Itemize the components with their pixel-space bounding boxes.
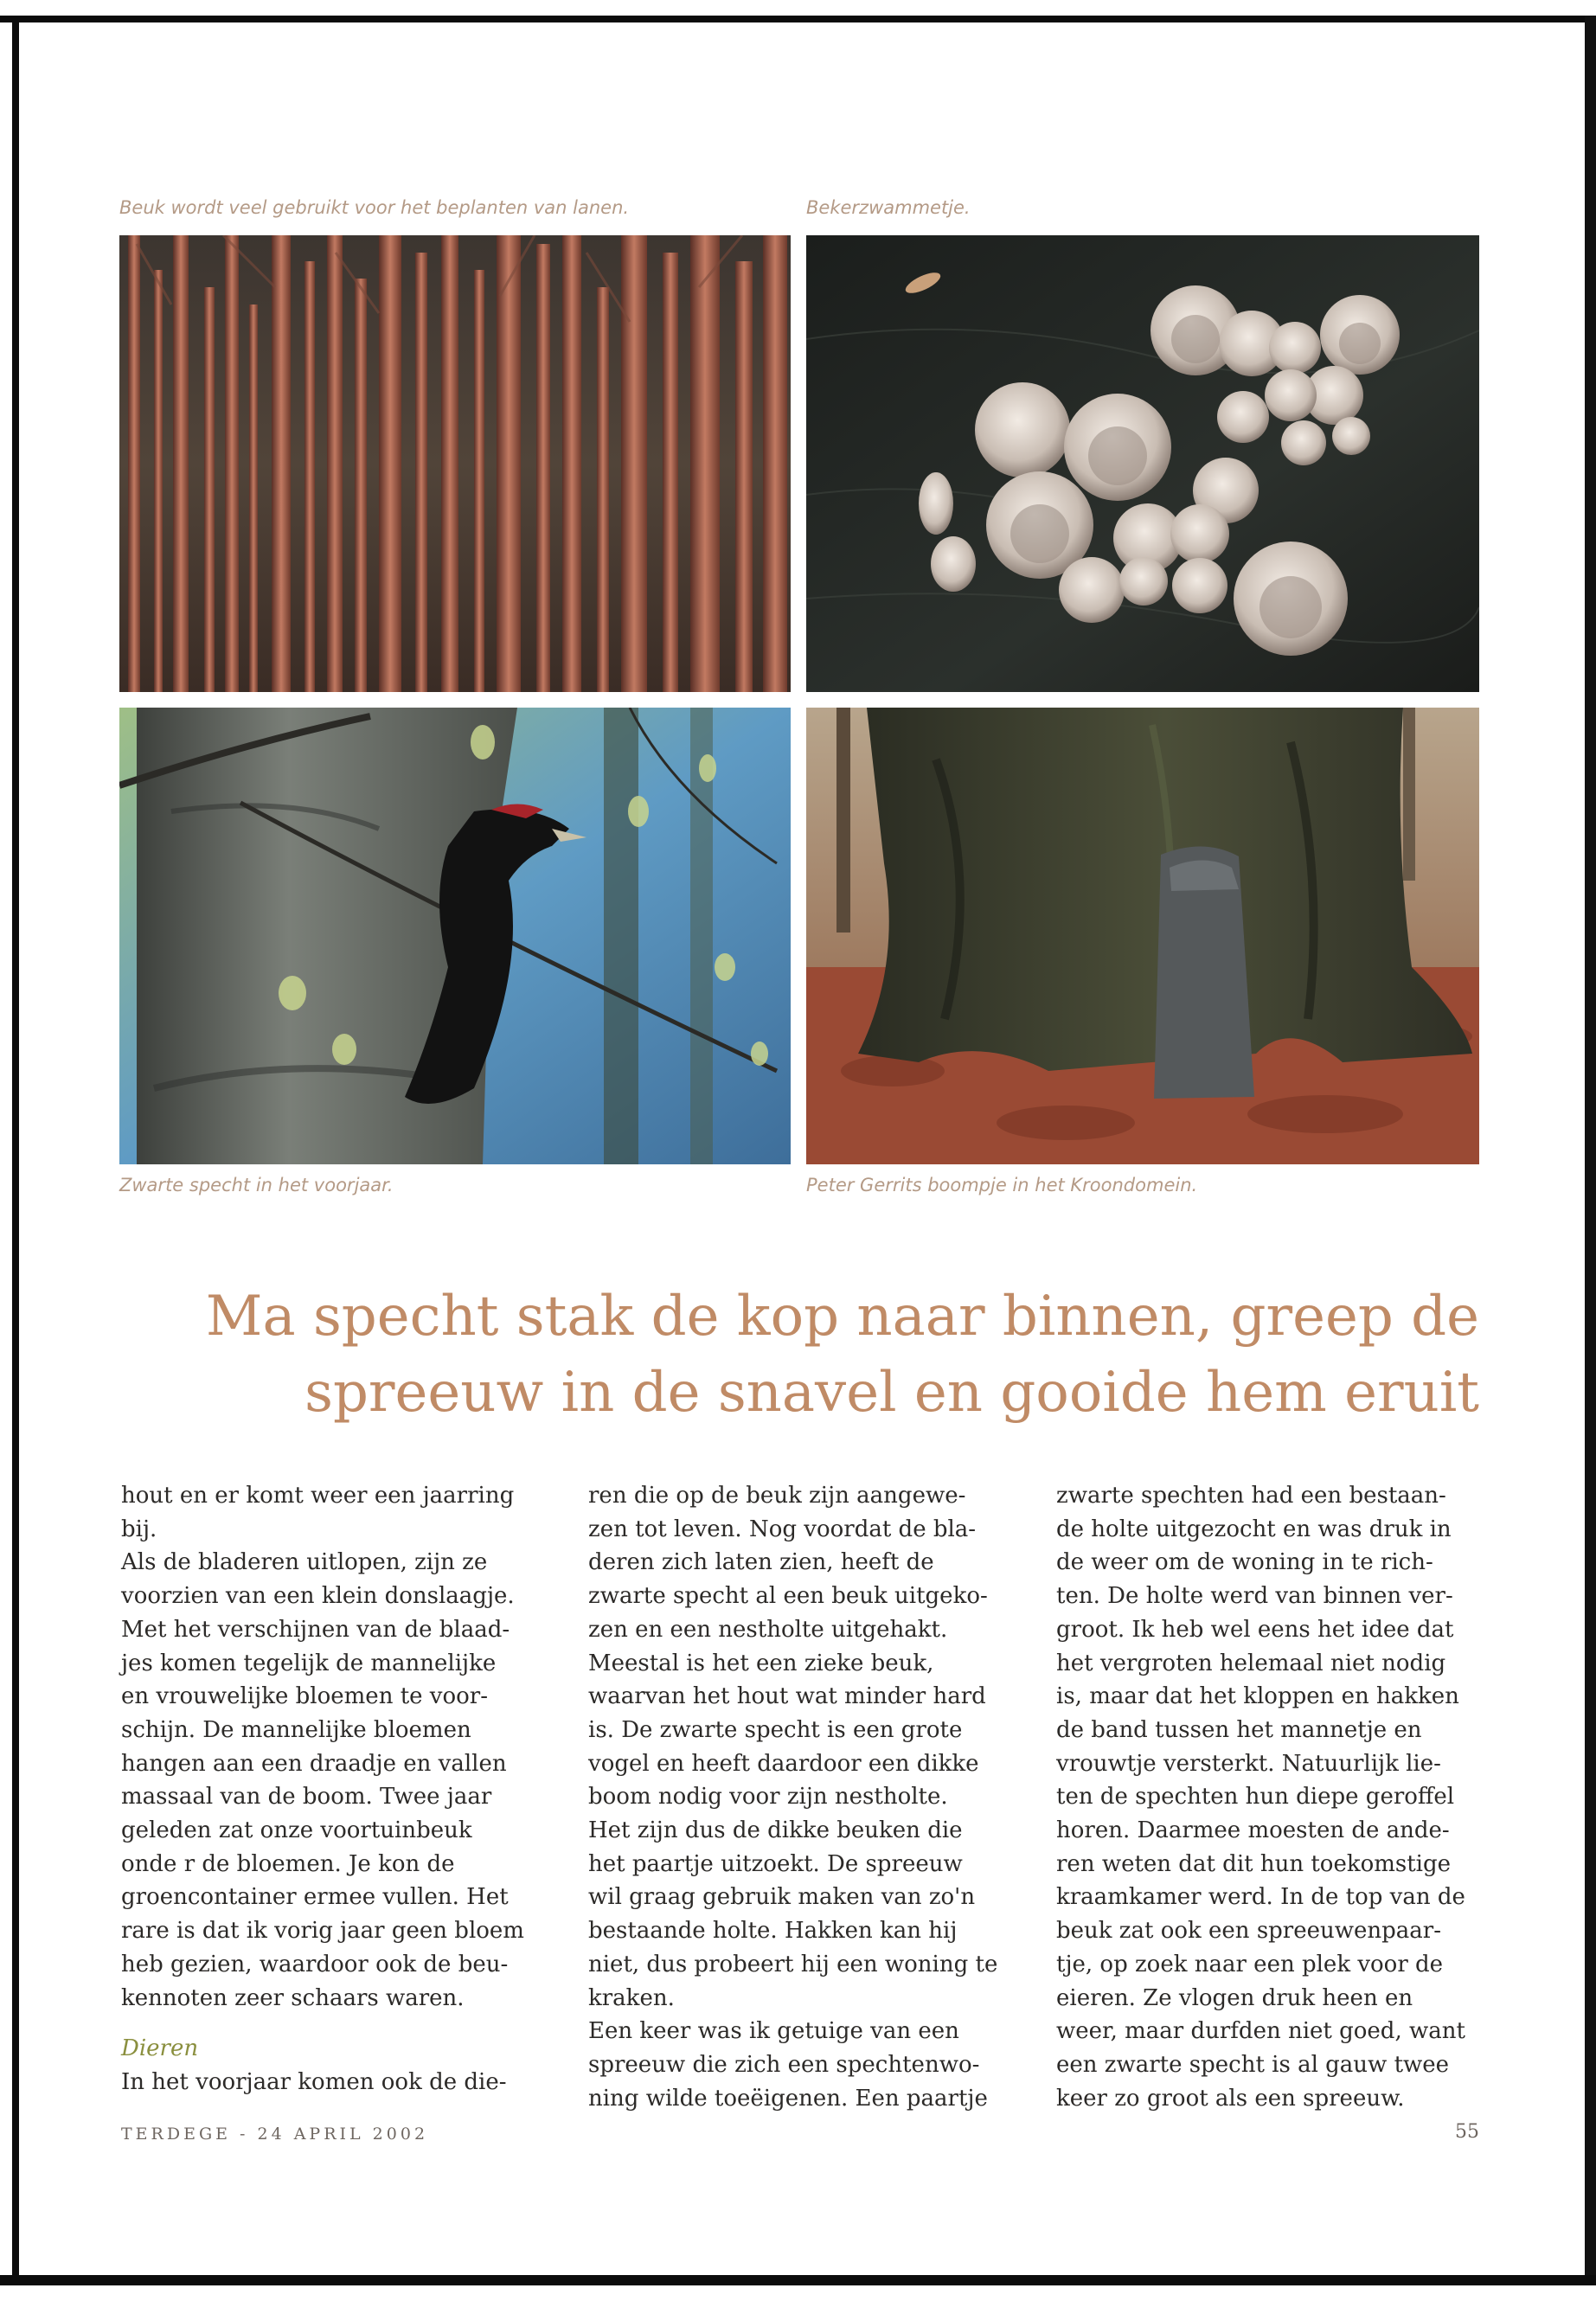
text-line: boom nodig voor zijn nestholte.	[588, 1784, 948, 1811]
text-line: een zwarte specht is al gauw twee	[1056, 2051, 1450, 2078]
scan-border-right	[1585, 16, 1596, 2280]
text-column-3	[1056, 1479, 1489, 2115]
text-line: ten. De holte werd van binnen ver-	[1056, 1583, 1453, 1610]
text-line: Meestal is het een zieke beuk,	[588, 1650, 934, 1676]
text-line: bij.	[121, 1516, 157, 1542]
text-line: weer, maar durfden niet goed, want	[1056, 2018, 1465, 2045]
text-line: deren zich laten zien, heeft de	[588, 1549, 934, 1576]
text-line: Een keer was ik getuige van een	[588, 2018, 959, 2045]
text-column-1	[121, 1479, 554, 2099]
text-line: wil graag gebruik maken van zo'n	[588, 1884, 976, 1911]
text-line: zen tot leven. Nog voordat de bla-	[588, 1516, 977, 1542]
photo-kroondomein-boom	[806, 708, 1479, 1164]
text-line: hangen aan een draadje en vallen	[121, 1750, 507, 1777]
footer-publication: TERDEGE - 24 APRIL 2002	[121, 2125, 429, 2144]
text-line: eieren. Ze vlogen druk heen en	[1056, 1984, 1413, 2011]
text-line: ren weten dat dit hun toekomstige	[1056, 1850, 1452, 1877]
text-line: zwarte specht al een beuk uitgeko-	[588, 1583, 988, 1610]
text-line: is. De zwarte specht is een grote	[588, 1716, 963, 1743]
text-line: groot. Ik heb wel eens het idee dat	[1056, 1616, 1454, 1643]
text-line: voorzien van een klein donslaagje.	[121, 1583, 515, 1610]
headline-line-1: Ma specht stak de kop naar binnen, greep de	[205, 1285, 1479, 1349]
text-line: Het zijn dus de dikke beuken die	[588, 1817, 963, 1844]
text-line: zwarte spechten had een bestaan-	[1056, 1483, 1446, 1509]
text-line: In het voorjaar komen ook de die-	[121, 2068, 507, 2095]
text-line: schijn. De mannelijke bloemen	[121, 1716, 471, 1743]
text-line: waarvan het hout wat minder hard	[588, 1683, 986, 1710]
caption-beech-avenue: Beuk wordt veel gebruikt voor het beplanten van lanen.	[119, 197, 630, 218]
text-line: de holte uitgezocht en was druk in	[1056, 1516, 1452, 1542]
scan-border-top	[0, 16, 1596, 22]
caption-kroondomein: Peter Gerrits boompje in het Kroondomein.	[806, 1175, 1198, 1195]
subheading-dieren: Dieren	[121, 2035, 199, 2062]
text-line: beuk zat ook een spreeuwenpaar-	[1056, 1918, 1441, 1945]
text-line: rare is dat ik vorig jaar geen bloem	[121, 1918, 524, 1945]
text-line: vrouwtje versterkt. Natuurlijk lie-	[1056, 1750, 1441, 1777]
text-line: de band tussen het mannetje en	[1056, 1716, 1422, 1743]
text-line: geleden zat onze voortuinbeuk	[121, 1817, 472, 1844]
photo-zwarte-specht	[119, 708, 791, 1164]
photo-beech-trunks	[119, 235, 791, 692]
text-line: de weer om de woning in te rich-	[1056, 1549, 1433, 1576]
text-line: en vrouwelijke bloemen te voor-	[121, 1683, 489, 1710]
text-line: groencontainer ermee vullen. Het	[121, 1884, 509, 1911]
text-line: onde r de bloemen. Je kon de	[121, 1850, 455, 1877]
text-line: Als de bladeren uitlopen, zijn ze	[121, 1549, 488, 1576]
text-line: heb gezien, waardoor ook de beu-	[121, 1951, 509, 1977]
photo-bekerzwammetje	[806, 235, 1479, 692]
scan-border-left	[12, 16, 19, 2280]
text-line: jes komen tegelijk de mannelijke	[121, 1650, 497, 1676]
caption-woodpecker: Zwarte specht in het voorjaar.	[119, 1175, 394, 1195]
text-line: massaal van de boom. Twee jaar	[121, 1784, 492, 1811]
text-line: zen en een nestholte uitgehakt.	[588, 1616, 948, 1643]
text-line: Met het verschijnen van de blaad-	[121, 1616, 510, 1643]
text-line: tje, op zoek naar een plek voor de	[1056, 1951, 1444, 1977]
text-line: het vergroten helemaal niet nodig	[1056, 1650, 1446, 1676]
caption-mushroom: Bekerzwammetje.	[806, 197, 971, 218]
text-line: kraamkamer werd. In de top van de	[1056, 1884, 1465, 1911]
text-line: hout en er komt weer een jaarring	[121, 1483, 515, 1509]
text-line: kraken.	[588, 1984, 675, 2011]
headline-quote	[130, 1279, 1479, 1431]
text-line: het paartje uitzoekt. De spreeuw	[588, 1850, 963, 1877]
text-line: keer zo groot als een spreeuw.	[1056, 2085, 1405, 2112]
text-line: kennoten zeer schaars waren.	[121, 1984, 465, 2011]
text-line: is, maar dat het kloppen en hakken	[1056, 1683, 1459, 1710]
text-line: ren die op de beuk zijn aangewe-	[588, 1483, 966, 1509]
text-line: vogel en heeft daardoor een dikke	[588, 1750, 979, 1777]
text-line: ning wilde toeëigenen. Een paartje	[588, 2085, 988, 2112]
scan-border-bottom	[0, 2275, 1596, 2285]
text-line: bestaande holte. Hakken kan hij	[588, 1918, 958, 1945]
page-number: 55	[1455, 2121, 1479, 2143]
text-line: spreeuw die zich een spechtenwo-	[588, 2051, 980, 2078]
text-line: horen. Daarmee moesten de ande-	[1056, 1817, 1450, 1844]
text-column-2	[588, 1479, 1021, 2115]
headline-line-2: spreeuw in de snavel en gooide hem eruit	[304, 1361, 1479, 1425]
text-line: ten de spechten hun diepe geroffel	[1056, 1784, 1455, 1811]
text-line: niet, dus probeert hij een woning te	[588, 1951, 998, 1977]
